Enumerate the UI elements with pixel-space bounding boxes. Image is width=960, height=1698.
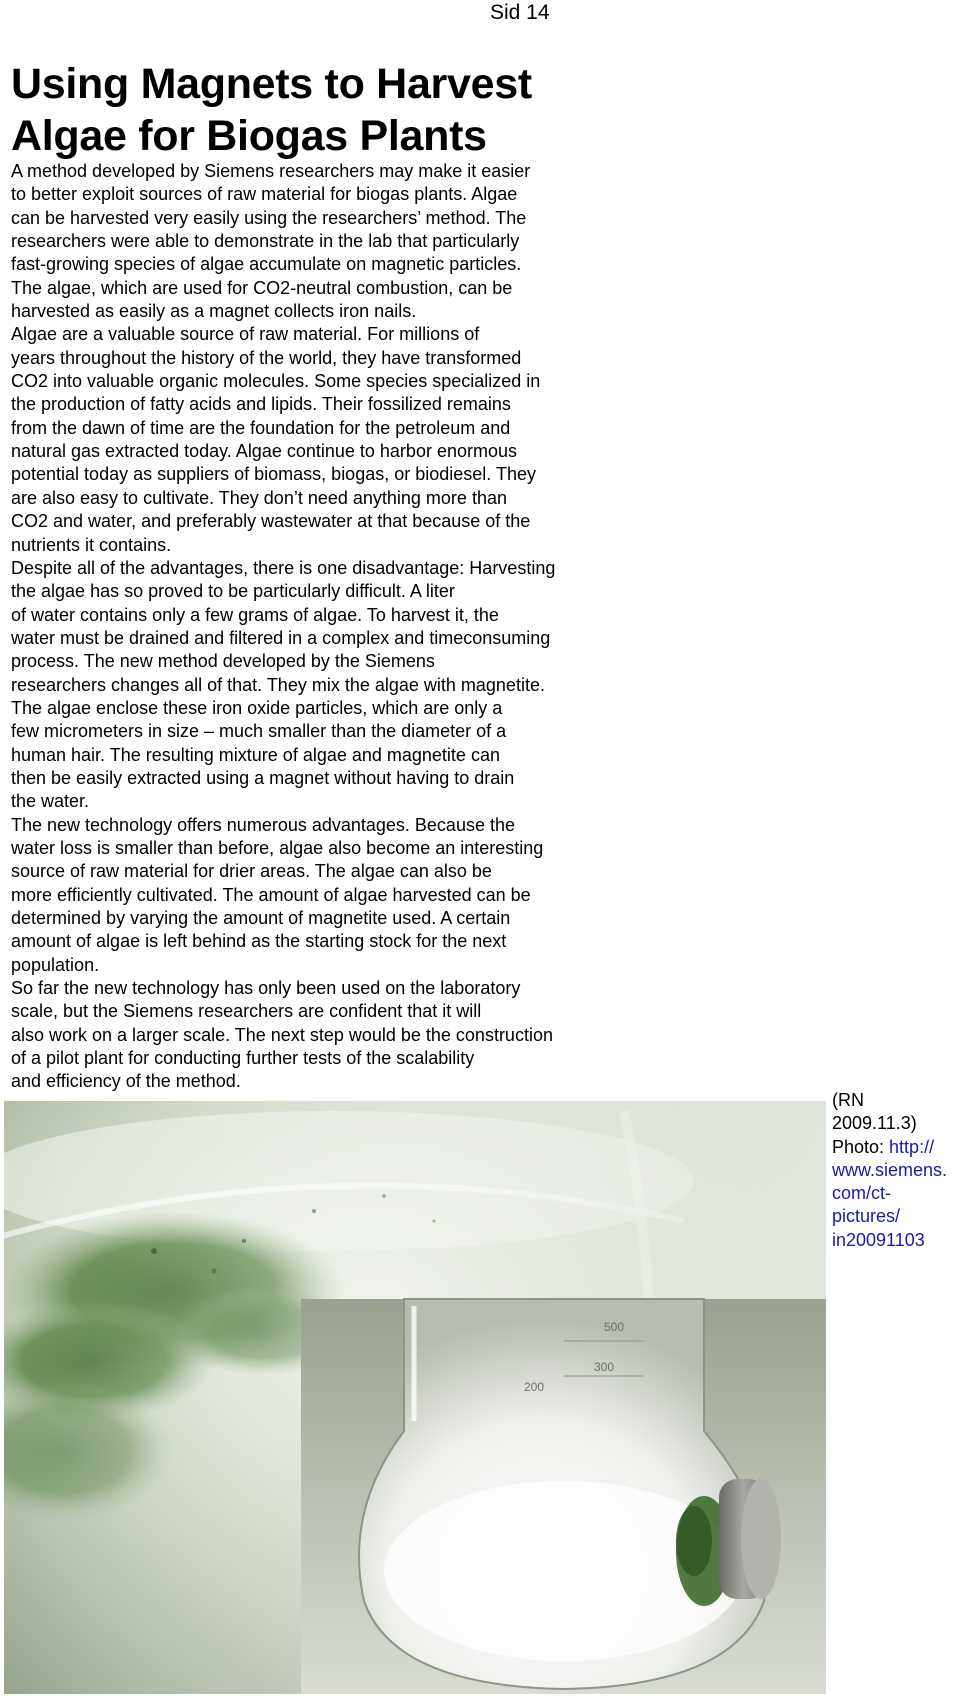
paragraph-disadvantage: Despite all of the advantages, there is one disadvantage: Harvesting the algae has so proved to be particularly difficult. A liter of water contains only a few grams of algae. To harvest it, the water must be drained and filtered in a complex and timeconsuming process. The new method developed by the Siemens researchers changes all of that. They mix the algae with magnetite. The algae enclose these iron oxide particles, which are only a few micrometers in size – much smaller than the diameter of a human hair. The resulting mixture of algae and magnetite can then be easily extracted using a magnet without having to drain the water. [11,557,556,812]
paragraph-intro: A method developed by Siemens researchers may make it easier to better exploit sources of raw material for biogas plants. Algae can be harvested very easily using the researchers’ method. The researchers were able to demonstrate in the lab that particularly fast-growing species of algae accumulate on magnetic particles. The algae, which are used for CO2-neutral combustion, can be harvested as easily as a magnet collects iron nails. [11,161,531,322]
algae-flask-photo [4,1101,826,1694]
article-title-text: Using Magnets to Harvest Algae for Biogas Plants [11,60,532,160]
paragraph-next-steps: So far the new technology has only been used on the laboratory scale, but the Siemens researchers are confident that it will also work on a larger scale. The next step would be the construction of a pilot plant for conducting further tests of the scalability and efficiency of the method. [11,978,553,1092]
flask-marking-500: 500 [604,1320,625,1334]
photo-caption [832,1089,960,1252]
flask-marking-200: 200 [524,1380,545,1394]
article-body [11,160,641,1094]
caption-link[interactable]: http:// www.siemens. com/ct- pictures/ in20091103 [832,1136,948,1250]
flask-inset-photo [301,1299,826,1694]
flask-marking-300: 300 [594,1360,615,1374]
paragraph-advantages: The new technology offers numerous advantages. Because the water loss is smaller than before, algae also become an interesting source of raw material for drier areas. The algae can also be more efficiently cultivated. The amount of algae harvested can be determined by varying the amount of magnetite used. A certain amount of algae is left behind as the starting stock for the next population. [11,814,544,975]
magnet [719,1479,781,1599]
page-number: Sid 14 [490,1,550,24]
article-title [11,58,651,162]
caption-reference: (RN 2009.11.3) Photo: [832,1090,917,1157]
paragraph-raw-material: Algae are a valuable source of raw material. For millions of years throughout the history of the world, they have transformed CO2 into valuable organic molecules. Some species specialized in the production of fatty acids and lipids. Their fossilized remains from the dawn of time are the foundation for the petroleum and natural gas extracted today. Algae continue to harbor enormous potential today as suppliers of biomass, biogas, or biodiesel. They are also easy to cultivate. They don’t need anything more than CO2 and water, and preferably wastewater at that because of the nutrients it contains. [11,324,541,555]
